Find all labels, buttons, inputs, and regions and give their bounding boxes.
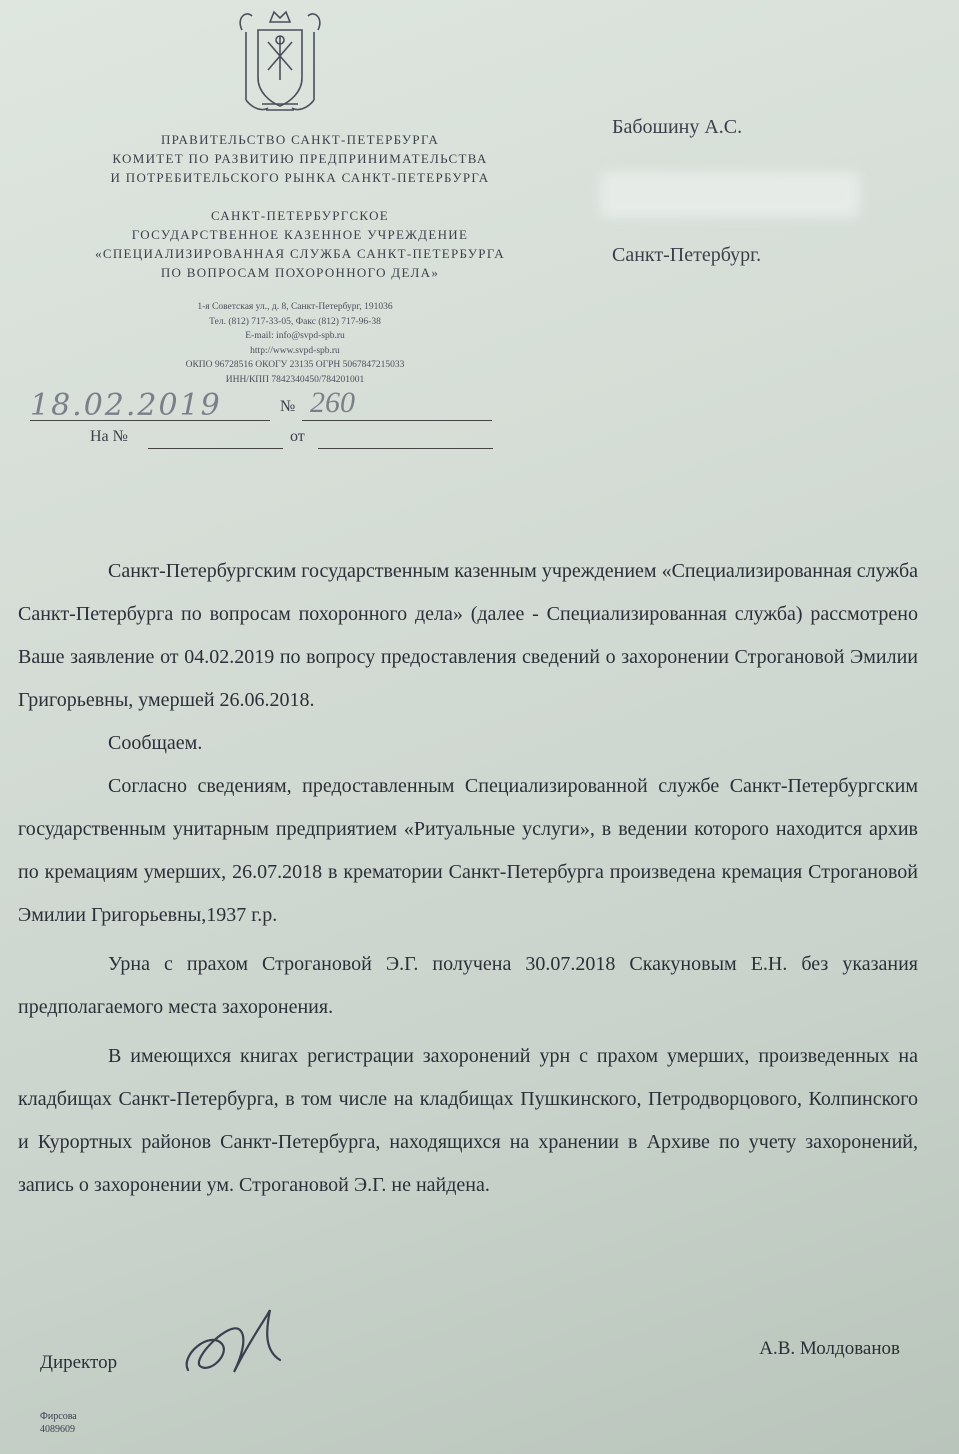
redacted-address bbox=[600, 172, 860, 218]
reference-row bbox=[90, 428, 510, 458]
executor-phone: 4089609 bbox=[40, 1424, 75, 1435]
reference-number-line bbox=[148, 448, 283, 449]
institution-line: САНКТ-ПЕТЕРБУРГСКОЕ bbox=[210, 208, 389, 223]
contact-inn: ИНН/КПП 7842340450/784201001 bbox=[225, 374, 365, 385]
org-line: КОМИТЕТ ПО РАЗВИТИЮ ПРЕДПРИНИМАТЕЛЬСТВА bbox=[112, 151, 488, 166]
contact-phone: Тел. (812) 717-33-05, Факс (812) 717-96-38 bbox=[209, 316, 381, 327]
signature-row bbox=[40, 1338, 920, 1386]
org-line: ПРАВИТЕЛЬСТВО САНКТ-ПЕТЕРБУРГА bbox=[160, 132, 440, 147]
body-paragraph: Урна с прахом Строгановой Э.Г. получена 30.07.2018 Скакуновым Е.Н. без указания предполагаемого места захоронения. bbox=[18, 953, 918, 1018]
executor-name: Фирсова bbox=[40, 1411, 77, 1422]
reference-number-label: На № bbox=[90, 428, 128, 445]
letter-body bbox=[18, 550, 918, 1207]
date-underline bbox=[30, 420, 270, 421]
number-label: № bbox=[280, 398, 296, 415]
body-paragraph: Сообщаем. bbox=[108, 732, 203, 754]
institution-line: ПО ВОПРОСАМ ПОХОРОННОГО ДЕЛА» bbox=[160, 265, 440, 280]
institution-header bbox=[35, 206, 565, 282]
number-underline bbox=[302, 420, 492, 421]
organization-header bbox=[35, 130, 565, 187]
body-paragraph: Согласно сведениям, предоставленным Специализированной службе Санкт-Петербургским государственным унитарным предприятием «Ритуальные услуги», в ведении которого находится архив по кремациям умерших, 26.07.2018 в крематории Санкт-Петербурга произведена кремация Строгановой Эмилии Григорьевны,1937 г.р. bbox=[18, 775, 918, 926]
outgoing-date: 18.02.2019 bbox=[30, 388, 222, 423]
institution-line: «СПЕЦИАЛИЗИРОВАННАЯ СЛУЖБА САНКТ-ПЕТЕРБУРГА bbox=[95, 246, 505, 261]
body-paragraph: В имеющихся книгах регистрации захоронений урн с прахом умерших, произведенных на кладбищах Санкт-Петербурга, в том числе на кладбищах Пушкинского, Петродворцового, Колпинского и Курортных районов Санкт-Петербурга, находящихся на хранении в Архиве по учету захоронений, запись о захоронении ум. Строгановой Э.Г. не найдена. bbox=[18, 1045, 918, 1196]
addressee-name: Бабошину А.С. bbox=[612, 116, 743, 138]
signer-name: А.В. Молдованов bbox=[759, 1338, 900, 1359]
coat-of-arms-icon bbox=[232, 8, 328, 118]
body-paragraph: Санкт-Петербургским государственным казенным учреждением «Специализированная служба Санкт-Петербурга по вопросам похоронного дела» (далее - Специализированная служба) рассмотрено Ваше заявление от 04.02.2019 по вопросу предоставления сведений о захоронении Строгановой Эмилии Григорьевны, умершей 26.06.2018. bbox=[18, 560, 918, 711]
org-line: И ПОТРЕБИТЕЛЬСКОГО РЫНКА САНКТ-ПЕТЕРБУРГА bbox=[110, 170, 490, 185]
contact-address: 1-я Советская ул., д. 8, Санкт-Петербург, 191036 bbox=[197, 302, 393, 312]
institution-line: ГОСУДАРСТВЕННОЕ КАЗЕННОЕ УЧРЕЖДЕНИЕ bbox=[131, 227, 469, 242]
contact-okpo: ОКПО 96728516 ОКОГУ 23135 ОГРН 5067847215033 bbox=[185, 360, 405, 371]
reference-date-line bbox=[318, 448, 493, 449]
contact-block bbox=[120, 300, 470, 388]
contact-website: http://www.svpd-spb.ru bbox=[250, 345, 340, 356]
contact-email: E-mail: info@svpd-spb.ru bbox=[245, 331, 345, 342]
addressee-city: Санкт-Петербург. bbox=[612, 244, 762, 266]
outgoing-number: 260 bbox=[310, 386, 355, 419]
executor-info bbox=[40, 1410, 77, 1436]
signer-title: Директор bbox=[40, 1352, 118, 1373]
reference-date-label: от bbox=[290, 428, 305, 445]
